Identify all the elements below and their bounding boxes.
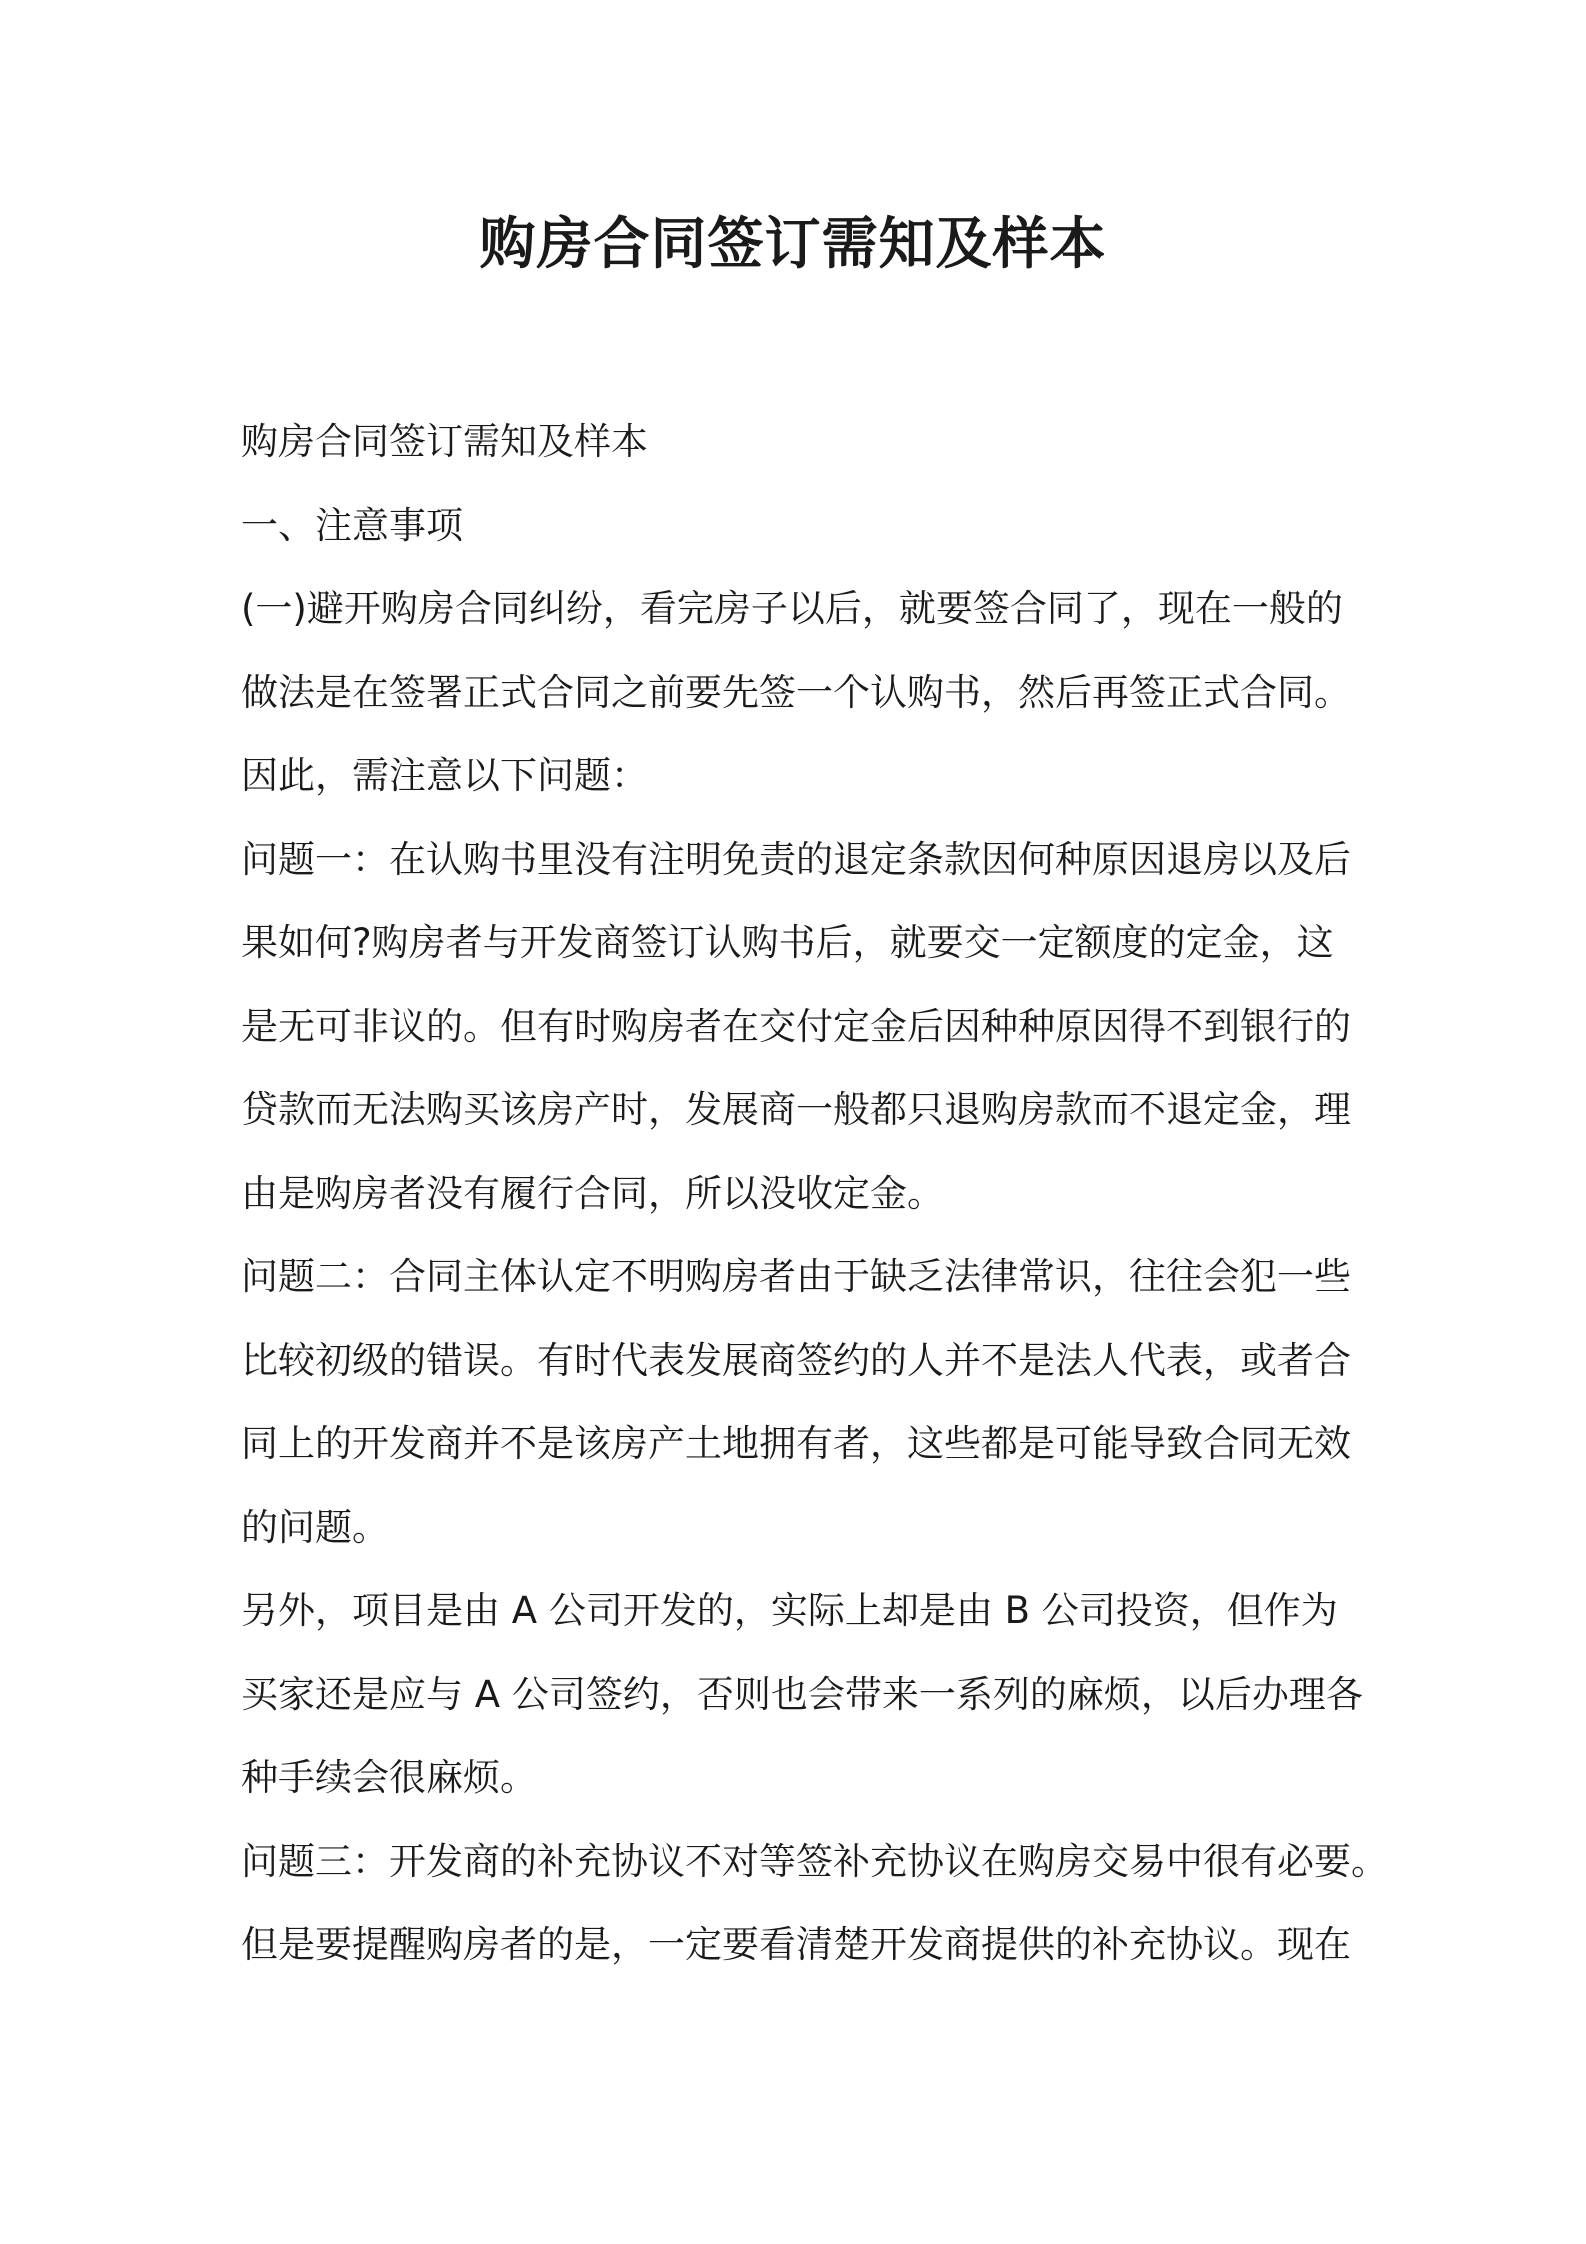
paragraph-line: 因此，需注意以下问题： <box>241 754 648 797</box>
document-title: 购房合同签订需知及样本 <box>479 212 1107 277</box>
paragraph-line: 做法是在签署正式合同之前要先签一个认购书，然后再签正式合同。 <box>241 670 1351 714</box>
paragraph-line: 由是购房者没有履行合同，所以没收定金。 <box>241 1171 944 1215</box>
paragraph-line: 的问题。 <box>241 1505 389 1549</box>
paragraph-line: 但是要提醒购房者的是，一定要看清楚开发商提供的补充协议。现在 <box>241 1923 1351 1966</box>
paragraph-line: 比较初级的错误。有时代表发展商签约的人并不是法人代表，或者合 <box>241 1338 1351 1382</box>
paragraph-line: 问题二：合同主体认定不明购房者由于缺乏法律常识，往往会犯一些 <box>241 1255 1351 1298</box>
paragraph-line: 买家还是应与 A 公司签约，否则也会带来一系列的麻烦，以后办理各 <box>241 1672 1363 1716</box>
paragraph-line: 问题三：开发商的补充协议不对等签补充协议在购房交易中很有必要。 <box>241 1839 1388 1883</box>
paragraph-line: 同上的开发商并不是该房产土地拥有者，这些都是可能导致合同无效 <box>241 1422 1351 1465</box>
paragraph-line: 是无可非议的。但有时购房者在交付定金后因种种原因得不到银行的 <box>241 1004 1351 1048</box>
subtitle-line: 购房合同签订需知及样本 <box>241 420 648 463</box>
section-heading: 一、注意事项 <box>241 503 463 547</box>
paragraph-line: 问题一：在认购书里没有注明免责的退定条款因何种原因退房以及后 <box>241 837 1351 881</box>
paragraph-line: 贷款而无法购买该房产时，发展商一般都只退购房款而不退定金，理 <box>241 1088 1351 1131</box>
paragraph-line: (一)避开购房合同纠纷，看完房子以后，就要签合同了，现在一般的 <box>241 587 1343 630</box>
paragraph-line: 果如何?购房者与开发商签订认购书后，就要交一定额度的定金，这 <box>241 921 1334 964</box>
paragraph-line: 另外，项目是由 A 公司开发的，实际上却是由 B 公司投资，但作为 <box>241 1589 1338 1632</box>
paragraph-line: 种手续会很麻烦。 <box>241 1756 537 1799</box>
document-body <box>241 400 1388 1987</box>
